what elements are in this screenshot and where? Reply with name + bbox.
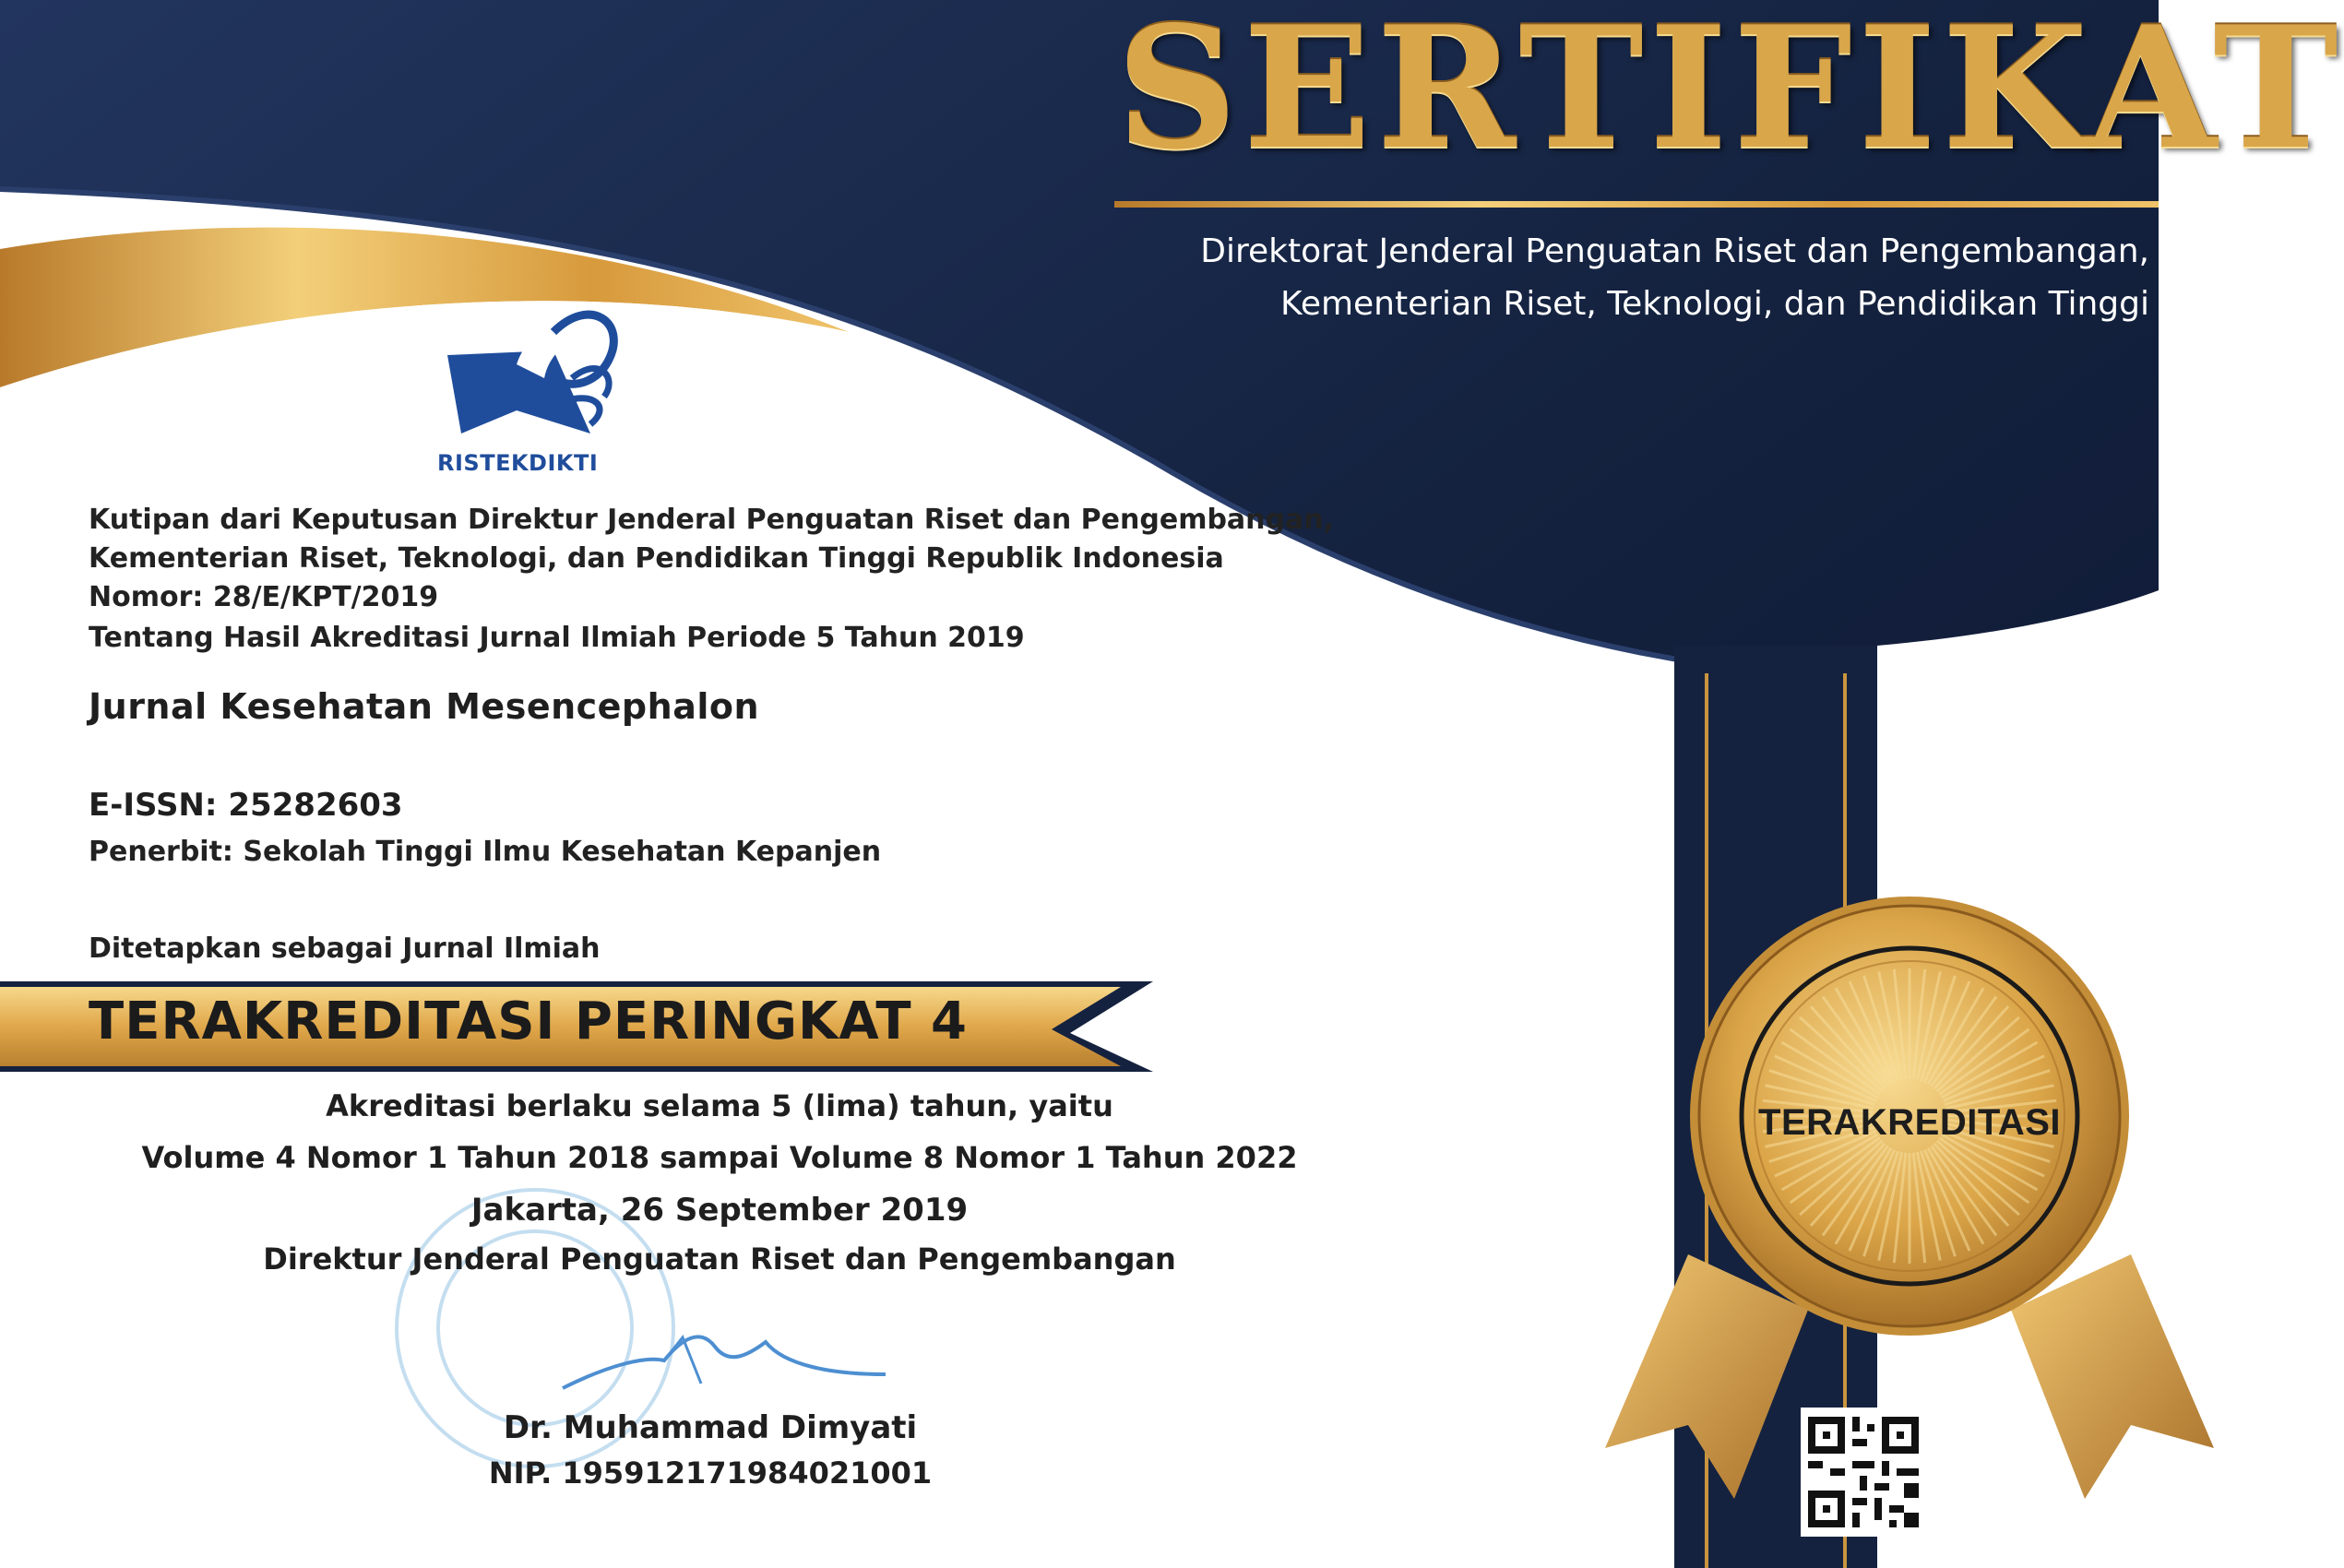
journal-issn: E-ISSN: 25282603 — [89, 787, 403, 824]
journal-publisher: Penerbit: Sekolah Tinggi Ilmu Kesehatan Kepanjen — [89, 836, 882, 868]
designation-intro: Ditetapkan sebagai Jurnal Ilmiah — [89, 932, 601, 965]
issuer-line-2: Kementerian Riset, Teknologi, dan Pendidikan Tinggi — [1280, 285, 2149, 323]
validity-text: Akreditasi berlaku selama 5 (lima) tahun, yaitu — [326, 1088, 1113, 1123]
place-date: Jakarta, 26 September 2019 — [470, 1192, 969, 1229]
decree-line-2: Kementerian Riset, Teknologi, dan Pendidikan Tinggi Republik Indonesia — [89, 542, 1224, 575]
certificate-title: SERTIFIKAT — [1116, 0, 2344, 186]
journal-name: Jurnal Kesehatan Mesencephalon — [89, 686, 760, 727]
decree-number: Nomor: 28/E/KPT/2019 — [89, 581, 439, 613]
qr-code — [1801, 1408, 1926, 1537]
decree-subject: Tentang Hasil Akreditasi Jurnal Ilmiah Periode 5 Tahun 2019 — [89, 622, 1025, 654]
issuer-line-1: Direktorat Jenderal Penguatan Riset dan Pengembangan, — [1200, 232, 2149, 270]
decree-line-1: Kutipan dari Keputusan Direktur Jenderal Penguatan Riset dan Pengembangan, — [89, 504, 1334, 536]
signatory-position: Direktur Jenderal Penguatan Riset dan Pengembangan — [263, 1241, 1176, 1277]
signatory-name: Dr. Muhammad Dimyati — [503, 1409, 918, 1446]
volume-range: Volume 4 Nomor 1 Tahun 2018 sampai Volume 8 Nomor 1 Tahun 2022 — [141, 1140, 1298, 1175]
accreditation-rank: TERAKREDITASI PERINGKAT 4 — [89, 992, 968, 1051]
seal-label: TERAKREDITASI — [1758, 1102, 2061, 1143]
logo-text: RISTEKDIKTI — [437, 450, 599, 476]
signatory-nip: NIP. 195912171984021001 — [488, 1455, 933, 1491]
